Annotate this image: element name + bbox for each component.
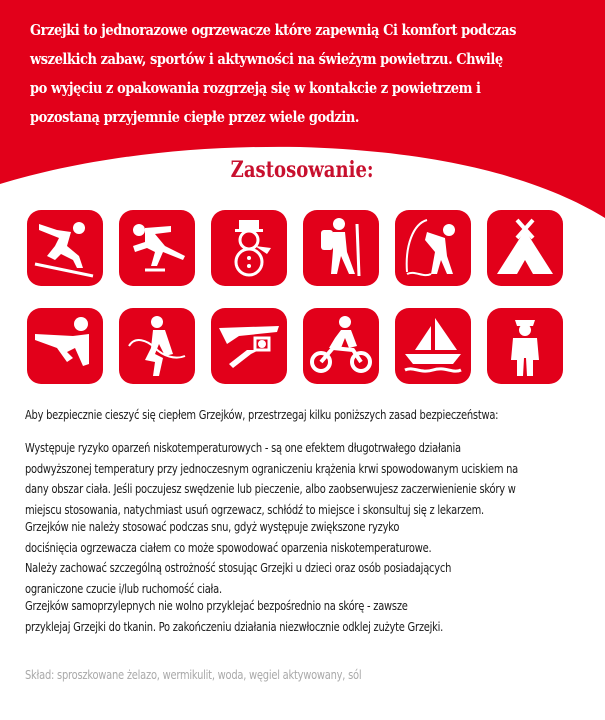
usage-icons-row-2 [27,308,567,384]
intro-text [30,16,589,132]
paragraph-line: Grzejków samoprzylepnych nie wolno przyklejać bezpośrednio na skórę - zawsze [25,598,408,613]
snowboarding-icon [27,210,103,286]
tent-icon [487,210,563,286]
usage-title-text: Zastosowanie: [231,157,374,183]
paragraph-line: Grzejków nie należy stosować podczas snu, gdyż występuje zwiększone ryzyko [25,519,400,534]
safety-lead-text: Aby bezpiecznie cieszyć się ciepłem Grzejków, przestrzegaj kilku poniższych zasad bezpieczeństwa: [25,407,499,422]
paragraph-line: ograniczone czucie i/lub ruchomość ciała. [25,580,222,596]
composition [25,667,585,682]
paragraph-line: dociśnięcia ogrzewacza ciałem co może spowodować oparzenia niskotemperaturowe. [25,539,432,555]
intro-line: po wyjęciu z opakowania rozgrzeją się w kontakcie z powietrzem i [30,79,481,97]
paragraph-line: przyklejaj Grzejki do tkanin. Po zakończeniu działania niezwłocznie odklej zużyte Grzejki. [25,618,444,634]
guard-icon [487,308,563,384]
paragraph-line: Występuje ryzyko oparzeń niskotemperaturowych - są one efektem długotrwałego działania [25,440,461,455]
safety-paragraph-2 [25,517,585,599]
hang-gliding-icon [211,308,287,384]
horse-riding-icon [119,308,195,384]
usage-title [0,157,605,183]
composition-text: Skład: sproszkowane żelazo, wermikulit, woda, węgiel aktywowany, sól [25,667,362,682]
snowman-icon [211,210,287,286]
safety-paragraph-1 [25,438,585,520]
motorcycle-icon [303,308,379,384]
hunting-icon [27,308,103,384]
hiking-icon [303,210,379,286]
paragraph-line: dany obszar ciała. Jeśli poczujesz swędzenie lub pieczenie, albo zaobserwujesz zaczerwienienie skóry w [25,481,516,496]
skating-icon [119,210,195,286]
usage-icons-row-1 [27,210,567,286]
paragraph-line: Należy zachować szczególną ostrożność stosując Grzejki u dzieci oraz osób posiadających [25,560,452,575]
safety-paragraph-3 [25,596,585,637]
intro-line: pozostaną przyjemnie ciepłe przez wiele godzin. [30,108,359,126]
intro-line: Grzejki to jednorazowe ogrzewacze które zapewnią Ci komfort podczas [30,21,517,39]
safety-lead [25,407,585,422]
paragraph-line: podwyższonej temperatury przy jednoczesnym ograniczeniu krążenia krwi spowodowanym uciskiem na [25,460,519,476]
intro-line: wszelkich zabaw, sportów i aktywności na świeżym powietrzu. Chwilę [30,50,503,68]
fishing-icon [395,210,471,286]
sailing-icon [395,308,471,384]
paragraph-line: miejscu stosowania, natychmiast usuń ogrzewacz, schłódź to miejsce i skonsultuj się z lekarzem. [25,501,484,517]
